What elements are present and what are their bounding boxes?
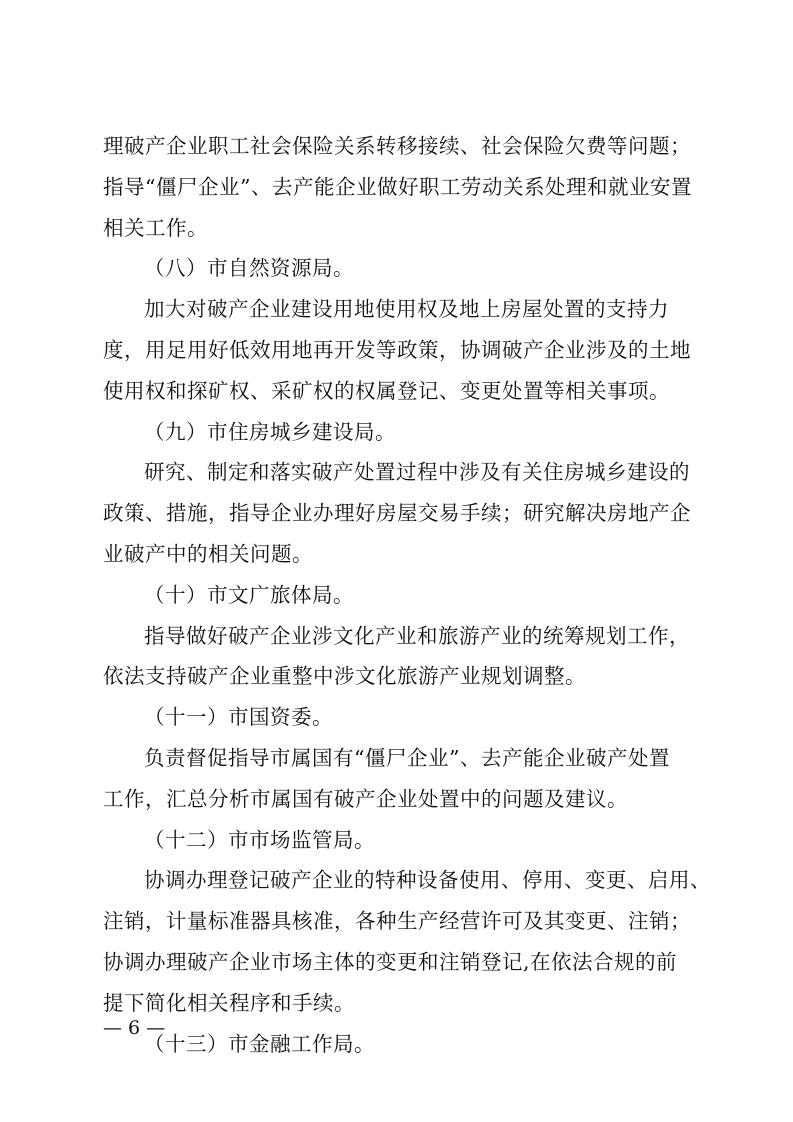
paragraph-line: 指导“僵尸企业”、去产能企业做好职工劳动关系处理和就业安置 <box>103 174 692 199</box>
paragraph-line: 负责督促指导市属国有“僵尸企业”、去产能企业破产处置 <box>144 745 670 770</box>
paragraph-line: 度，用足用好低效用地再开发等政策，协调破产企业涉及的土地 <box>103 337 691 362</box>
section-heading: （十一）市国资委。 <box>144 705 333 730</box>
page-number: — 6 — <box>103 1017 166 1039</box>
paragraph-line: 协调办理破产企业市场主体的变更和注销登记,在依法合规的前 <box>103 949 678 974</box>
paragraph-line: 使用权和探矿权、采矿权的权属登记、变更处置等相关事项。 <box>103 378 670 403</box>
paragraph-line: 研究、制定和落实破产处置过程中涉及有关住房城乡建设的 <box>144 460 690 485</box>
section-heading: （九）市住房城乡建设局。 <box>144 419 396 444</box>
paragraph-line: 业破产中的相关问题。 <box>103 541 313 566</box>
section-heading: （十）市文广旅体局。 <box>144 582 354 607</box>
paragraph-line: 相关工作。 <box>103 215 208 240</box>
paragraph-line: 理破产企业职工社会保险关系转移接续、社会保险欠费等问题； <box>103 134 691 158</box>
paragraph-line: 提下简化相关程序和手续。 <box>103 990 355 1015</box>
paragraph-line: 工作，汇总分析市属国有破产企业处置中的问题及建议。 <box>103 786 628 811</box>
paragraph-line: 依法支持破产企业重整中涉文化旅游产业规划调整。 <box>103 664 586 689</box>
section-heading: （十三）市金融工作局。 <box>144 1031 375 1056</box>
section-heading: （十二）市市场监管局。 <box>144 827 375 852</box>
paragraph-line: 政策、措施，指导企业办理好房屋交易手续；研究解决房地产企 <box>103 501 691 526</box>
section-heading: （八）市自然资源局。 <box>144 256 354 281</box>
paragraph-line: 协调办理登记破产企业的特种设备使用、停用、变更、启用、 <box>144 868 711 893</box>
paragraph-line: 指导做好破产企业涉文化产业和旅游产业的统筹规划工作， <box>144 623 690 648</box>
paragraph-line: 加大对破产企业建设用地使用权及地上房屋处置的支持力 <box>144 297 669 322</box>
document-body <box>103 126 711 1064</box>
paragraph-line: 注销，计量标准器具核准，各种生产经营许可及其变更、注销； <box>103 909 691 934</box>
